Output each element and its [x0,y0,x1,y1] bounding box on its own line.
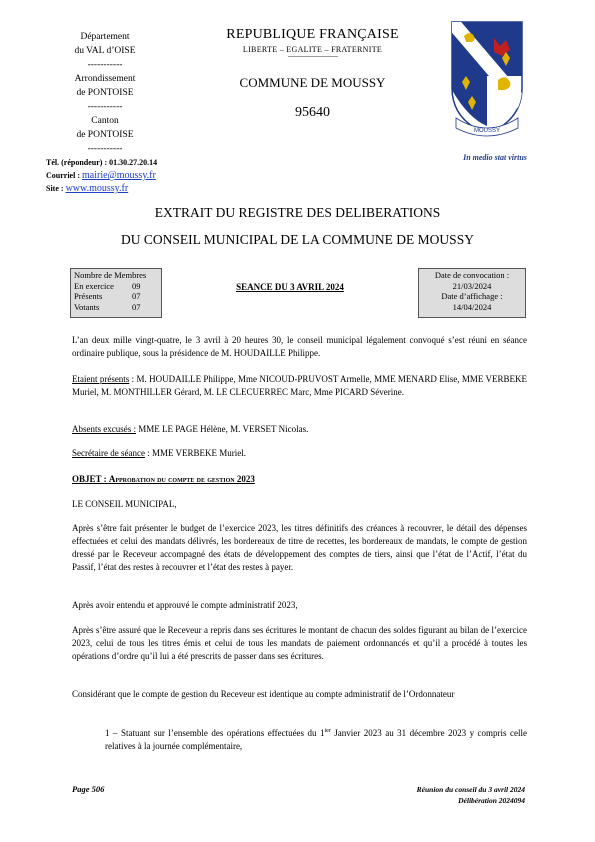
absents-label: Absents excusés : [72,424,136,434]
object-line [72,473,527,486]
department-header [40,30,170,156]
phone-number: Tél. (répondeur) : 01.30.27.20.14 [46,158,158,167]
presents-paragraph [72,373,527,399]
page-number: Page 506 [72,784,105,794]
members-value: 07 [132,301,141,312]
footer-deliberation: Délibération 2024094 [458,796,525,805]
separator: ----------- [87,102,123,112]
footer-reference [330,784,525,806]
postal-code: 95640 [295,105,330,120]
canton-line2: de PONTOISE [76,130,134,140]
republique-title: REPUBLIQUE FRANÇAISE [226,27,399,42]
paragraph-1: Après s’être fait présenter le budget de l’exercice 2023, les titres définitifs des créances à recouvrer, le détail des dépenses effectuées et celui des mandats délivrés, les bordereaux de titre de recettes, les bordereaux de mandats, le compte de gestion dressé par le Receveur accompagné des états de développement des comptes de tiers, ainsi que l’état de l’Actif, l’état du Passif, l’état des restes à recouvrer et l’état des restes à payer. [72,523,527,572]
email-row [46,169,157,182]
document-title: EXTRAIT DU REGISTRE DES DELIBERATIONS [154,205,441,220]
presents-label: Etaient présents [72,374,130,384]
item-1-text-end: Janvier 2023 au 31 décembre 2023 y compris celle relatives à la journée complémentaire, [105,728,527,751]
footer-meeting: Réunion du conseil du 3 avril 2024 [416,785,525,794]
republic-header [210,27,415,121]
republic-motto: LIBERTE – EGALITE – FRATERNITE [242,45,383,54]
presents-text: : M. HOUDAILLE Philippe, Mme NICOUD-PRUVOST Armelle, MME MENARD Elise, MME VERBEKE Muriel, M. MONTHILLER Gérard, M. LE CLECUERREC Marc, Mme PICARD Séverine. [72,374,527,397]
website-link[interactable]: www.moussy.fr [65,183,129,194]
convocation-label: Date de convocation : [434,270,510,280]
department-line2: du VAL d’OISE [74,46,136,56]
department-line1: Département [80,32,130,42]
item-1-sup: ier [324,728,331,734]
paragraph-4: Considérant que le compte de gestion du Receveur est identique au compte administratif de l’Ordonnateur [72,689,455,699]
arrondissement-line2: de PONTOISE [76,88,134,98]
email-link[interactable]: mairie@moussy.fr [82,170,156,181]
item-1-text: 1 – Statuant sur l’ensemble des opérations effectuées du 1 [105,728,325,738]
council-heading: LE CONSEIL MUNICIPAL, [72,499,177,509]
absents-text: MME LE PAGE Hélène, M. VERSET Nicolas. [136,424,309,434]
affichage-date: 14/04/2024 [452,301,492,312]
canton-line1: Canton [91,116,119,126]
website-row [46,182,157,195]
members-label: Votants [74,301,100,312]
object-text: Approbation du compte de gestion 2023 [108,474,255,484]
absents-paragraph [72,423,527,436]
email-label: Courriel : [46,171,82,180]
arrondissement-line1: Arrondissement [74,74,136,84]
members-label: En exercice [74,280,114,291]
crest-banner-text: MOUSSY [473,128,500,134]
members-label: Présents [74,291,103,301]
intro-paragraph: L’an deux mille vingt-quatre, le 3 avril à 20 heures 30, le conseil municipal légalement convoqué s’est réuni en séance ordinaire publique, sous la présidence de M. HOUDAILLE Philippe. [72,335,527,358]
members-count-box [70,268,162,318]
document-subtitle: DU CONSEIL MUNICIPAL DE LA COMMUNE DE MOUSSY [121,232,474,247]
separator: ----------- [87,60,123,70]
convocation-date: 21/03/2024 [452,280,492,291]
members-row [74,281,158,292]
object-label: OBJET : [72,474,109,484]
paragraph-3: Après s’être assuré que le Receveur a repris dans ses écritures le montant de chacun des soldes figurant au bilan de l’exercice 2023, celui de tous les titres émis et celui de tous les mandats de paiement ordonnancés et qu’il a procédé à toutes les opérations d’ordre qu’il lui a été prescrits de passer dans ses écritures. [72,625,527,661]
secretary-text: : MME VERBEKE Muriel. [144,448,247,458]
dates-box [418,268,526,318]
commune-name: COMMUNE DE MOUSSY [239,75,386,90]
members-row [74,291,158,302]
divider [288,56,338,57]
coat-of-arms-logo [448,18,526,138]
contact-info [46,156,157,195]
affichage-label: Date d’affichage : [441,291,503,301]
members-value: 09 [132,280,141,291]
item-1 [105,725,527,753]
website-label: Site : [46,184,66,193]
members-row [74,302,158,313]
separator: ----------- [87,144,123,154]
secretary-label: Secrétaire de séance [72,448,145,458]
members-box-title: Nombre de Membres [74,270,147,280]
paragraph-2: Après avoir entendu et approuvé le compte administratif 2023, [72,600,298,610]
seance-date: SEANCE DU 3 AVRIL 2024 [236,282,344,292]
latin-motto: In medio stat virtus [463,153,527,162]
members-value: 07 [132,291,141,301]
secretary-paragraph [72,447,527,460]
